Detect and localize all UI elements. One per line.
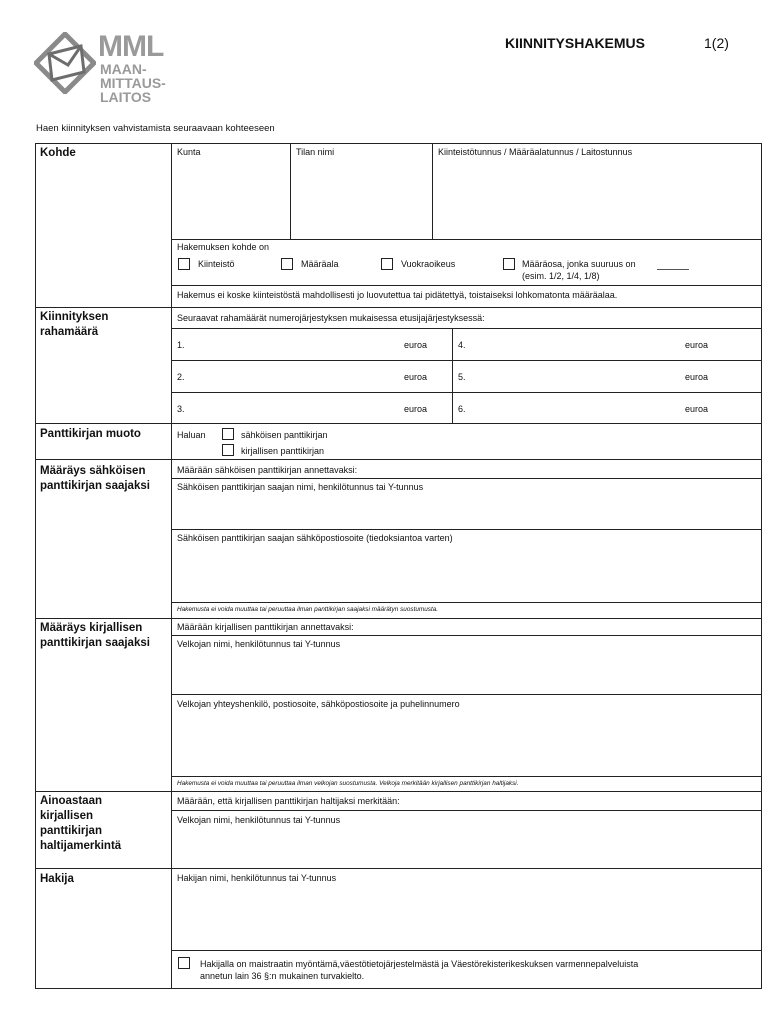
amount-2-field[interactable] — [190, 364, 390, 388]
separator — [171, 635, 762, 636]
intro-text: Haen kiinnityksen vahvistamista seuraavaan kohteeseen — [36, 123, 275, 134]
tunnus-label: Kiinteistötunnus / Määräalatunnus / Laitostunnus — [438, 147, 633, 157]
amount-4-field[interactable] — [472, 332, 672, 356]
separator — [171, 328, 762, 329]
separator — [35, 868, 762, 869]
kirjallinen-note: Hakemusta ei voida muuttaa tai peruuttaa ilman velkojan suostumusta. Velkoja merkitään kirjallisen panttikirjan haltijaksi. — [177, 780, 519, 787]
separator — [171, 478, 762, 479]
section-sahkoinen-heading: Määräys sähköisen panttikirjan saajaksi — [40, 465, 150, 492]
amount-6-field[interactable] — [472, 396, 672, 420]
maaraosa-example: (esim. 1/2, 1/4, 1/8) — [522, 271, 600, 281]
kirjallinen-option-label: kirjallisen panttikirjan — [241, 446, 325, 456]
tila-label: Tilan nimi — [296, 147, 335, 157]
section-haltija-heading: Ainoastaan kirjallisen panttikirjan haltijamerkintä — [40, 795, 122, 852]
separator — [171, 950, 762, 951]
separator — [171, 602, 762, 603]
haluan-label: Haluan — [177, 430, 206, 440]
sahkoinen-email-field[interactable] — [172, 545, 761, 601]
section-kirjallinen-heading: Määräys kirjallisen panttikirjan saajaksi — [40, 622, 150, 649]
amount-3-label: 3. — [177, 404, 185, 414]
amount-2-currency: euroa — [404, 372, 428, 382]
amount-1-label: 1. — [177, 340, 185, 350]
separator — [35, 459, 762, 460]
amount-5-label: 5. — [458, 372, 466, 382]
amount-2-label: 2. — [177, 372, 185, 382]
tunnus-field[interactable] — [433, 160, 761, 238]
sahkoinen-email-label: Sähköisen panttikirjan saajan sähköpostiosoite (tiedoksiantoa varten) — [177, 533, 453, 543]
vuokraoikeus-label: Vuokraoikeus — [401, 259, 456, 269]
sahkoinen-saaja-label: Sähköisen panttikirjan saajan nimi, henkilötunnus tai Y-tunnus — [177, 482, 424, 492]
logo-subline-1: MAAN- — [100, 61, 147, 77]
mml-logo — [34, 30, 174, 110]
logo-subline-3: LAITOS — [100, 89, 152, 105]
separator — [35, 307, 762, 308]
maaraala-checkbox[interactable] — [281, 258, 293, 270]
kirjallinen-checkbox[interactable] — [222, 444, 234, 456]
maaraosa-label: Määräosa, jonka suuruus on — [522, 259, 636, 269]
amount-3-field[interactable] — [190, 396, 390, 420]
tila-field[interactable] — [291, 160, 431, 238]
sahkoinen-note: Hakemusta ei voida muuttaa tai peruuttaa ilman panttikirjan saajaksi määrätyn suostumusta. — [177, 606, 439, 613]
velkoja-field[interactable] — [172, 651, 761, 693]
amount-4-label: 4. — [458, 340, 466, 350]
sahkoinen-option-label: sähköisen panttikirjan — [241, 430, 328, 440]
page-number: 1(2) — [704, 35, 729, 51]
turvakielto-text-2: annetun lain 36 §:n mukainen turvakielto. — [200, 971, 365, 981]
turvakielto-checkbox[interactable] — [178, 957, 190, 969]
sahkoinen-checkbox[interactable] — [222, 428, 234, 440]
kiinteisto-label: Kiinteistö — [198, 259, 235, 269]
separator — [35, 423, 762, 424]
haltija-velkoja-field[interactable] — [172, 827, 761, 867]
section-hakija-heading: Hakija — [40, 873, 74, 885]
yhteyshenkilo-field[interactable] — [172, 711, 761, 775]
amount-1-field[interactable] — [190, 332, 390, 356]
turvakielto-text-1: Hakijalla on maistraatin myöntämä,väestötietojärjestelmästä ja Väestörekisterikeskuksen varmennepalveluista — [200, 959, 639, 969]
amount-1-currency: euroa — [404, 340, 428, 350]
hakija-label: Hakijan nimi, henkilötunnus tai Y-tunnus — [177, 873, 337, 883]
separator — [171, 239, 762, 240]
velkoja-label: Velkojan nimi, henkilötunnus tai Y-tunnus — [177, 639, 341, 649]
section-kohde-heading: Kohde — [40, 147, 76, 159]
amount-5-currency: euroa — [685, 372, 709, 382]
separator — [171, 285, 762, 286]
separator — [171, 810, 762, 811]
hakemus-kohde-label: Hakemuksen kohde on — [177, 242, 270, 252]
amount-col-divider — [452, 328, 453, 423]
maaraosa-input-line[interactable] — [657, 269, 689, 270]
separator — [171, 694, 762, 695]
separator — [171, 776, 762, 777]
sahkoinen-saaja-field[interactable] — [172, 494, 761, 528]
sahkoinen-line1: Määrään sähköisen panttikirjan annettavaksi: — [177, 465, 358, 475]
logo-text: MML — [98, 30, 164, 63]
separator — [171, 529, 762, 530]
amount-6-currency: euroa — [685, 404, 709, 414]
haltija-velkoja-label: Velkojan nimi, henkilötunnus tai Y-tunnus — [177, 815, 341, 825]
haltija-line1: Määrään, että kirjallisen panttikirjan haltijaksi merkitään: — [177, 796, 400, 806]
kunta-field[interactable] — [172, 160, 289, 238]
section-muoto-heading: Panttikirjan muoto — [40, 428, 141, 440]
envelope-logo-icon — [34, 32, 96, 94]
separator — [171, 360, 762, 361]
amount-5-field[interactable] — [472, 364, 672, 388]
section-rahamaara-heading: Kiinnityksen rahamäärä — [40, 311, 109, 338]
amount-6-label: 6. — [458, 404, 466, 414]
separator — [35, 618, 762, 619]
rahamaara-intro: Seuraavat rahamäärät numerojärjestyksen mukaisessa etusijajärjestyksessä: — [177, 313, 485, 323]
kohde-note: Hakemus ei koske kiinteistöstä mahdollisesti jo luovutettua tai pidätettyä, toistaiseksi lohkomatonta määräalaa. — [177, 290, 618, 300]
maaraala-label: Määräala — [301, 259, 339, 269]
hakija-field[interactable] — [172, 886, 761, 948]
amount-4-currency: euroa — [685, 340, 709, 350]
vuokraoikeus-checkbox[interactable] — [381, 258, 393, 270]
amount-3-currency: euroa — [404, 404, 428, 414]
kiinteisto-checkbox[interactable] — [178, 258, 190, 270]
logo-subline-2: MITTAUS- — [100, 75, 166, 91]
kirjallinen-line1: Määrään kirjallisen panttikirjan annettavaksi: — [177, 622, 354, 632]
form-title: KIINNITYSHAKEMUS — [505, 35, 646, 51]
maaraosa-checkbox[interactable] — [503, 258, 515, 270]
separator — [35, 791, 762, 792]
kunta-label: Kunta — [177, 147, 201, 157]
yhteyshenkilo-label: Velkojan yhteyshenkilö, postiosoite, sähköpostiosoite ja puhelinnumero — [177, 699, 460, 709]
separator — [171, 392, 762, 393]
